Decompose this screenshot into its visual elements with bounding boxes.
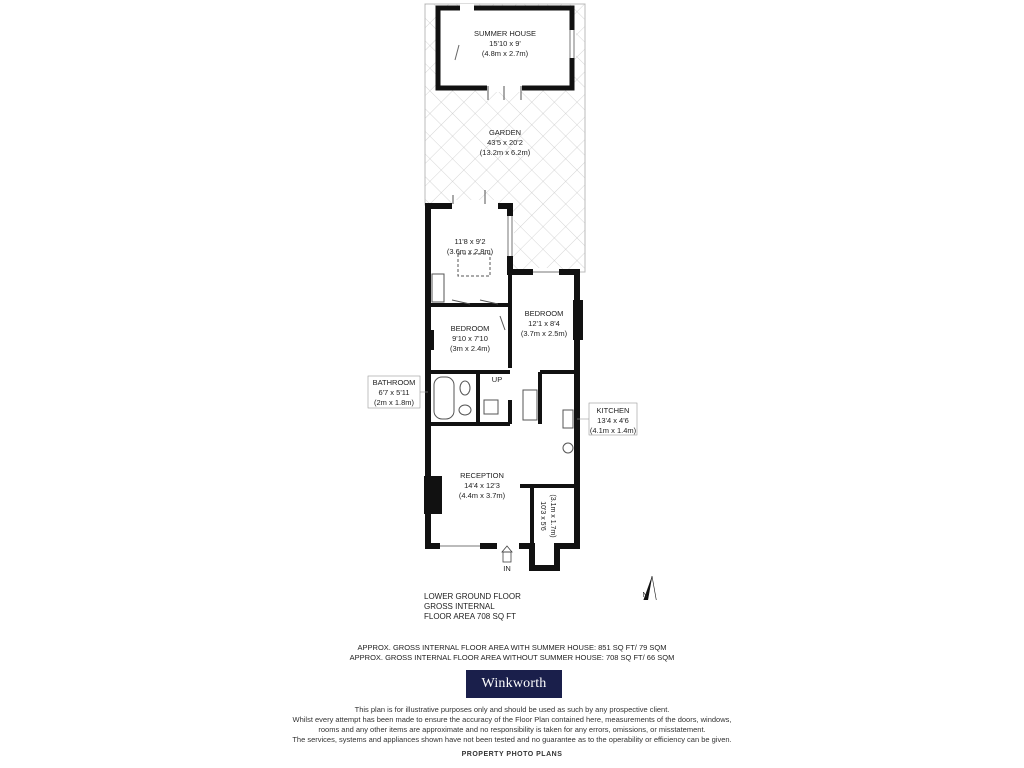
credit-logo: PROPERTY PHOTO PLANS xyxy=(461,751,563,758)
room-dimension-imperial: 9'10 x 7'10 xyxy=(452,334,488,343)
room-dimension-metric: (4.8m x 2.7m) xyxy=(481,49,529,58)
room-dimension-metric: (2m x 1.8m) xyxy=(373,398,415,407)
disclaimer-line: This plan is for illustrative purposes only and should be used as such by any prospective client. xyxy=(354,705,670,714)
room-dimension-imperial: 10'3 x 5'6 xyxy=(539,501,546,531)
floor-note xyxy=(424,592,521,622)
room-dimension-imperial: 11'8 x 9'2 xyxy=(454,237,486,246)
area-without-summer-house: APPROX. GROSS INTERNAL FLOOR AREA WITHOUT SUMMER HOUSE: 708 SQ FT/ 66 SQM xyxy=(349,653,675,662)
room-dimension-imperial: 43'5 x 20'2 xyxy=(487,138,523,147)
room-dimension-metric: (4.4m x 3.7m) xyxy=(458,491,506,500)
floor-note-line: FLOOR AREA 708 SQ FT xyxy=(424,612,517,621)
room-name: SUMMER HOUSE xyxy=(473,29,537,38)
label-reception xyxy=(459,471,506,500)
room-dimension-imperial: 12'1 x 8'4 xyxy=(528,319,560,328)
room-name: KITCHEN xyxy=(596,406,630,415)
entrance-label: IN xyxy=(503,564,511,573)
room-dimension-metric: (3.6m x 2.8m) xyxy=(446,247,494,256)
room-dimension-imperial: 6'7 x 5'11 xyxy=(378,388,410,397)
room-dimension-imperial: 15'10 x 9' xyxy=(489,39,521,48)
agency-name: Winkworth xyxy=(481,676,547,691)
room-name: BATHROOM xyxy=(372,378,416,387)
room-name: BEDROOM xyxy=(524,309,564,318)
floor-note-line: LOWER GROUND FLOOR xyxy=(424,592,521,601)
disclaimer-line: rooms and any other items are approximate and no responsibility is taken for any errors, omissions, or misstatement. xyxy=(318,725,706,734)
entrance-marker xyxy=(502,546,512,573)
room-dimension-metric: (3.1m x 1.7m) xyxy=(549,494,556,538)
disclaimer-line: Whilst every attempt has been made to ensure the accuracy of the Floor Plan contained here, measurements of the doors, windows, xyxy=(292,715,732,724)
room-dimension-imperial: 14'4 x 12'3 xyxy=(464,481,500,490)
room-name: GARDEN xyxy=(488,128,522,137)
label-kitchen xyxy=(577,403,637,435)
up-label: UP xyxy=(491,375,503,384)
up-marker xyxy=(492,375,502,384)
room-dimension-metric: (3m x 2.4m) xyxy=(449,344,491,353)
room-dimension-metric: (13.2m x 6.2m) xyxy=(479,148,531,157)
agency-logo xyxy=(466,670,562,698)
room-name: RECEPTION xyxy=(460,471,504,480)
disclaimer-line: The services, systems and appliances shown have not been tested and no guarantee as to the operability or efficiency can be given. xyxy=(292,735,732,744)
label-bedroom-2 xyxy=(450,324,491,353)
room-dimension-metric: (4.1m x 1.4m) xyxy=(589,426,637,435)
north-label: N xyxy=(642,592,648,599)
floor-note-line: GROSS INTERNAL xyxy=(424,602,495,611)
room-dimension-metric: (3.7m x 2.5m) xyxy=(520,329,568,338)
room-dimension-imperial: 13'4 x 4'6 xyxy=(597,416,629,425)
disclaimer xyxy=(0,705,1024,745)
area-with-summer-house: APPROX. GROSS INTERNAL FLOOR AREA WITH SUMMER HOUSE: 851 SQ FT/ 79 SQM xyxy=(357,643,667,652)
north-arrow-icon xyxy=(642,576,657,600)
label-bathroom xyxy=(368,376,428,408)
room-name: BEDROOM xyxy=(450,324,490,333)
